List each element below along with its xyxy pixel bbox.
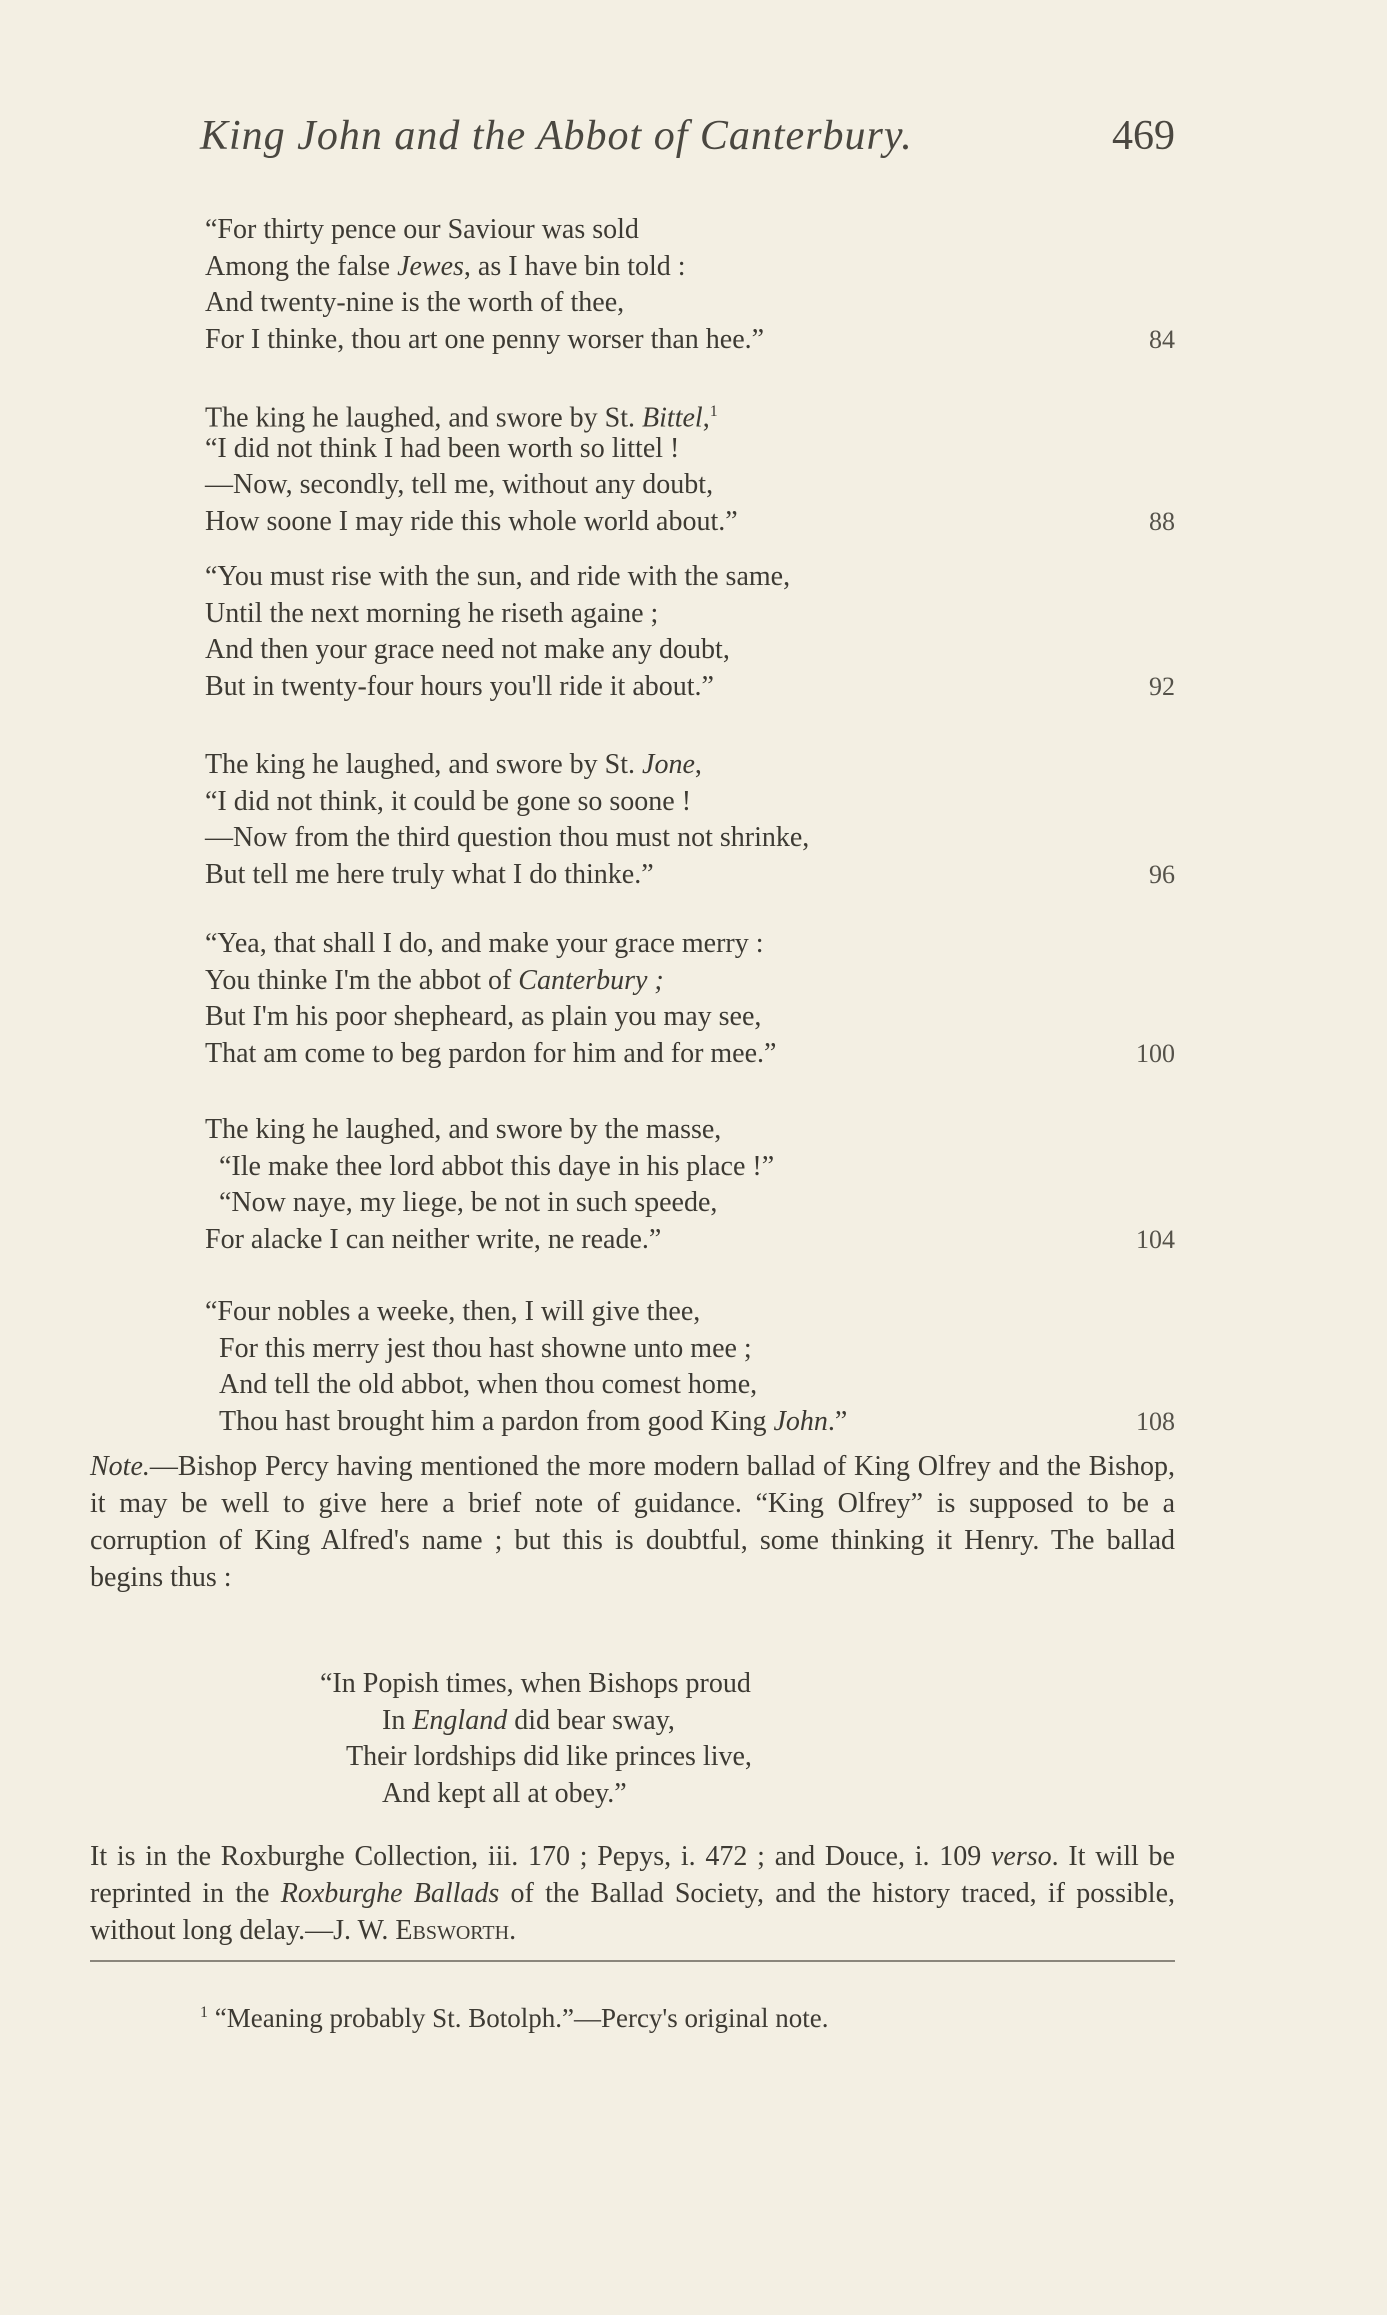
verse-line: Among the false Jewes, as I have bin told : xyxy=(205,250,686,282)
stanza xyxy=(205,394,1175,540)
quote-line: And kept all at obey.” xyxy=(382,1777,627,1809)
verse-line: “For thirty pence our Saviour was sold xyxy=(205,214,639,245)
verse-line: “I did not think I had been worth so littel ! xyxy=(205,432,680,464)
verse-line: Thou hast brought him a pardon from good King John.” 108 xyxy=(205,1404,1175,1441)
stanza xyxy=(205,559,1175,705)
verse-line: But in twenty-four hours you'll ride it about.” 92 xyxy=(205,669,1175,706)
verse-line: “Yea, that shall I do, and make your grace merry : xyxy=(205,928,764,959)
author-name: Ebsworth xyxy=(395,1915,510,1946)
line-number: 84 xyxy=(1149,324,1175,354)
page-number: 469 xyxy=(1112,113,1175,159)
quote-line: “In Popish times, when Bishops proud xyxy=(320,1668,751,1699)
verse-line: That am come to beg pardon for him and for mee.” 100 xyxy=(205,1036,1175,1073)
stanza xyxy=(205,212,1175,358)
footnote-divider xyxy=(90,1960,1175,1962)
footnote-number: 1 xyxy=(200,2004,208,2021)
line-number: 88 xyxy=(1149,506,1175,536)
quote-line: In England did bear sway, xyxy=(382,1704,675,1736)
stanza xyxy=(205,1112,1175,1258)
verse-line: How soone I may ride this whole world about.” 88 xyxy=(205,504,1175,541)
verse-line: The king he laughed, and swore by the masse, xyxy=(205,1114,722,1145)
footnote xyxy=(200,1995,1100,2036)
line-number: 108 xyxy=(1136,1406,1175,1436)
verse-line: For I thinke, thou art one penny worser than hee.” 84 xyxy=(205,322,1175,359)
verse-line: “Now naye, my liege, be not in such speede, xyxy=(219,1187,718,1219)
verse-line: But tell me here truly what I do thinke.” 96 xyxy=(205,857,1175,894)
verse-line: “You must rise with the sun, and ride with the same, xyxy=(205,561,791,592)
footnote-marker: 1 xyxy=(709,403,718,420)
editor-note xyxy=(90,1448,1175,1596)
note-label: Note. xyxy=(90,1451,150,1482)
line-number: 104 xyxy=(1136,1224,1175,1254)
footnote-text: “Meaning probably St. Botolph.”—Percy's original note. xyxy=(214,2003,829,2033)
book-title: Roxburghe Ballads xyxy=(280,1878,500,1909)
ballad-quote xyxy=(320,1666,1020,1812)
running-head xyxy=(200,112,1175,172)
verse-line: “Ile make thee lord abbot this daye in his place !” xyxy=(219,1150,775,1182)
collection-note: It is in the Roxburghe Collection, iii. 170 ; Pepys, i. 472 ; and Douce, i. 109 verso. It will be reprinted in the Roxburghe Ballads of the Ballad Society, and the history traced, if possible, without long delay.—J. W. Ebsworth. xyxy=(90,1841,1175,1946)
quote-line: Their lordships did like princes live, xyxy=(346,1741,752,1773)
verse-line: The king he laughed, and swore by St. Jone, xyxy=(205,749,702,780)
verse-line: And then your grace need not make any doubt, xyxy=(205,634,730,666)
stanza xyxy=(205,1294,1175,1440)
verse-line: For this merry jest thou hast showne unto mee ; xyxy=(219,1332,752,1364)
verse-line: And twenty-nine is the worth of thee, xyxy=(205,287,625,319)
verse-line: For alacke I can neither write, ne reade.” 104 xyxy=(205,1222,1175,1259)
stanza xyxy=(205,747,1175,893)
verse-line: You thinke I'm the abbot of Canterbury ; xyxy=(205,964,664,996)
verse-line: Until the next morning he riseth againe ; xyxy=(205,597,659,629)
line-number: 96 xyxy=(1149,859,1175,889)
line-number: 92 xyxy=(1149,671,1175,701)
verse-line: “I did not think, it could be gone so soone ! xyxy=(205,785,692,817)
verse-line: The king he laughed, and swore by St. Bittel,$^1$ xyxy=(205,402,718,434)
running-title: King John and the Abbot of Canterbury. xyxy=(200,113,913,159)
verse-line: —Now from the third question thou must not shrinke, xyxy=(205,822,810,854)
verse-line: But I'm his poor shepheard, as plain you may see, xyxy=(205,1001,762,1033)
verse-line: And tell the old abbot, when thou comest home, xyxy=(219,1369,758,1401)
note-text: —Bishop Percy having mentioned the more modern ballad of King Olfrey and the Bishop, it may be well to give here a brief note of guidance. “King Olfrey” is supposed to be a corruption of King Alfred's name ; but this is doubtful, some thinking it Henry. The ballad begins thus : xyxy=(90,1451,1175,1593)
line-number: 100 xyxy=(1136,1038,1175,1068)
verse-line: “Four nobles a weeke, then, I will give thee, xyxy=(205,1296,701,1327)
verse-line: —Now, secondly, tell me, without any doubt, xyxy=(205,469,714,501)
stanza xyxy=(205,926,1175,1072)
